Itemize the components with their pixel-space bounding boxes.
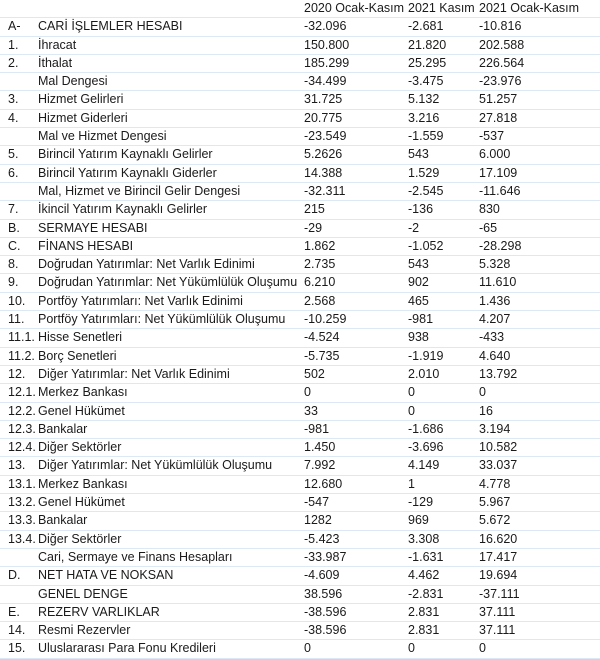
row-label: Hisse Senetleri [38,329,304,347]
row-value-2020-ocak-kasim: 20.775 [304,109,408,127]
row-value-2021-ocak-kasim: 5.328 [479,256,600,274]
table-row [0,146,600,164]
row-label: Cari, Sermaye ve Finans Hesapları [38,548,304,566]
row-value-2021-kasim: 902 [408,274,479,292]
row-value-2020-ocak-kasim: -38.596 [304,622,408,640]
row-value-2021-kasim: 0 [408,384,479,402]
row-value-2020-ocak-kasim: -5.735 [304,347,408,365]
row-code: 8. [0,256,38,274]
row-label: REZERV VARLIKLAR [38,603,304,621]
table-row [0,128,600,146]
row-value-2021-ocak-kasim: 5.672 [479,512,600,530]
header-label-spacer [38,0,304,18]
row-value-2021-kasim: 0 [408,640,479,658]
row-code: 12.2. [0,402,38,420]
table-row [0,347,600,365]
table-row [0,548,600,566]
row-value-2021-ocak-kasim: 17.109 [479,164,600,182]
row-value-2020-ocak-kasim: 185.299 [304,54,408,72]
row-label: Resmi Rezervler [38,622,304,640]
row-code: 13.1. [0,475,38,493]
row-code: 3. [0,91,38,109]
row-value-2020-ocak-kasim: 5.2626 [304,146,408,164]
row-value-2020-ocak-kasim: -29 [304,219,408,237]
row-value-2021-ocak-kasim: 4.207 [479,311,600,329]
row-value-2021-kasim: -1.631 [408,548,479,566]
row-value-2021-kasim: 1.529 [408,164,479,182]
row-value-2020-ocak-kasim: -547 [304,494,408,512]
row-value-2021-ocak-kasim: 16.620 [479,530,600,548]
row-code: 13.2. [0,494,38,512]
row-value-2021-kasim: -981 [408,311,479,329]
row-value-2020-ocak-kasim: 31.725 [304,91,408,109]
row-value-2020-ocak-kasim: 1.862 [304,237,408,255]
table-row [0,457,600,475]
row-value-2021-kasim: 1 [408,475,479,493]
row-value-2021-ocak-kasim: 0 [479,640,600,658]
row-value-2020-ocak-kasim: -4.524 [304,329,408,347]
row-code: 9. [0,274,38,292]
row-code: 12.4. [0,439,38,457]
row-label: Diğer Yatırımlar: Net Yükümlülük Oluşumu [38,457,304,475]
row-value-2021-ocak-kasim: 4.640 [479,347,600,365]
row-value-2020-ocak-kasim: 38.596 [304,585,408,603]
row-value-2021-kasim: -129 [408,494,479,512]
row-label: Merkez Bankası [38,475,304,493]
row-value-2021-kasim: 938 [408,329,479,347]
table-row [0,54,600,72]
row-value-2021-ocak-kasim: 830 [479,201,600,219]
row-code: E. [0,603,38,621]
row-value-2021-kasim: 969 [408,512,479,530]
table-header-row [0,0,600,18]
table-row [0,329,600,347]
row-code: 11.1. [0,329,38,347]
table-row [0,201,600,219]
row-label: Portföy Yatırımları: Net Varlık Edinimi [38,292,304,310]
row-value-2021-kasim: -2.831 [408,585,479,603]
table-row [0,274,600,292]
row-value-2021-kasim: 3.308 [408,530,479,548]
row-label: CARİ İŞLEMLER HESABI [38,18,304,36]
row-value-2020-ocak-kasim: 14.388 [304,164,408,182]
row-value-2020-ocak-kasim: 2.568 [304,292,408,310]
row-value-2021-kasim: -1.919 [408,347,479,365]
row-label: Doğrudan Yatırımlar: Net Yükümlülük Oluşumu [38,274,304,292]
row-value-2021-kasim: 4.462 [408,567,479,585]
row-value-2020-ocak-kasim: -981 [304,420,408,438]
row-value-2021-ocak-kasim: 27.818 [479,109,600,127]
row-value-2021-kasim: 2.010 [408,365,479,383]
row-value-2021-ocak-kasim: -10.816 [479,18,600,36]
row-value-2020-ocak-kasim: 0 [304,384,408,402]
row-value-2021-kasim: -2.545 [408,182,479,200]
row-value-2021-ocak-kasim: 3.194 [479,420,600,438]
row-value-2021-ocak-kasim: 33.037 [479,457,600,475]
row-code: 2. [0,54,38,72]
row-code: 5. [0,146,38,164]
table-row [0,475,600,493]
row-value-2021-kasim: 2.831 [408,603,479,621]
row-value-2021-kasim: 0 [408,402,479,420]
table-row [0,512,600,530]
row-label: Mal ve Hizmet Dengesi [38,128,304,146]
row-value-2021-ocak-kasim: 0 [479,384,600,402]
table-row [0,36,600,54]
table-row [0,109,600,127]
table-row [0,365,600,383]
row-code [0,73,38,91]
table-row [0,640,600,658]
row-label: NET HATA VE NOKSAN [38,567,304,585]
row-value-2021-kasim: 465 [408,292,479,310]
row-value-2020-ocak-kasim: -5.423 [304,530,408,548]
row-code [0,128,38,146]
row-code: B. [0,219,38,237]
row-value-2021-ocak-kasim: 19.694 [479,567,600,585]
row-label: FİNANS HESABI [38,237,304,255]
row-value-2020-ocak-kasim: 502 [304,365,408,383]
row-value-2020-ocak-kasim: -23.549 [304,128,408,146]
row-value-2021-ocak-kasim: 6.000 [479,146,600,164]
table-row [0,182,600,200]
row-value-2021-ocak-kasim: -37.111 [479,585,600,603]
row-label: Uluslararası Para Fonu Kredileri [38,640,304,658]
row-label: Bankalar [38,420,304,438]
row-value-2021-ocak-kasim: -11.646 [479,182,600,200]
row-value-2020-ocak-kasim: -34.499 [304,73,408,91]
row-value-2020-ocak-kasim: 2.735 [304,256,408,274]
table-row [0,256,600,274]
row-label: Genel Hükümet [38,494,304,512]
row-value-2021-kasim: 2.831 [408,622,479,640]
row-value-2020-ocak-kasim: -32.096 [304,18,408,36]
row-code: A- [0,18,38,36]
row-code: 10. [0,292,38,310]
row-label: Birincil Yatırım Kaynaklı Giderler [38,164,304,182]
row-code: 11.2. [0,347,38,365]
table-row [0,219,600,237]
row-value-2021-ocak-kasim: -28.298 [479,237,600,255]
row-code: 13.3. [0,512,38,530]
row-value-2021-kasim: 25.295 [408,54,479,72]
row-label: Bankalar [38,512,304,530]
row-value-2021-kasim: -136 [408,201,479,219]
row-value-2020-ocak-kasim: -10.259 [304,311,408,329]
row-label: Diğer Yatırımlar: Net Varlık Edinimi [38,365,304,383]
table-row [0,530,600,548]
table-row [0,91,600,109]
row-value-2021-ocak-kasim: 11.610 [479,274,600,292]
row-value-2021-kasim: 543 [408,256,479,274]
row-value-2020-ocak-kasim: -4.609 [304,567,408,585]
row-value-2021-ocak-kasim: 51.257 [479,91,600,109]
row-code: 4. [0,109,38,127]
row-value-2021-kasim: -2 [408,219,479,237]
row-value-2020-ocak-kasim: 215 [304,201,408,219]
row-code: 11. [0,311,38,329]
row-value-2021-ocak-kasim: 5.967 [479,494,600,512]
table-row [0,567,600,585]
row-label: GENEL DENGE [38,585,304,603]
row-code: 12.3. [0,420,38,438]
row-code: 14. [0,622,38,640]
row-code: 12.1. [0,384,38,402]
row-value-2021-ocak-kasim: -65 [479,219,600,237]
table-row [0,73,600,91]
row-label: İkincil Yatırım Kaynaklı Gelirler [38,201,304,219]
row-value-2021-ocak-kasim: 202.588 [479,36,600,54]
row-value-2021-kasim: -2.681 [408,18,479,36]
column-header-2021-kasim: 2021 Kasım [408,0,479,18]
row-label: Birincil Yatırım Kaynaklı Gelirler [38,146,304,164]
row-label: Doğrudan Yatırımlar: Net Varlık Edinimi [38,256,304,274]
row-label: SERMAYE HESABI [38,219,304,237]
row-value-2021-ocak-kasim: 1.436 [479,292,600,310]
row-code [0,585,38,603]
row-value-2020-ocak-kasim: 150.800 [304,36,408,54]
row-label: Mal, Hizmet ve Birincil Gelir Dengesi [38,182,304,200]
row-value-2020-ocak-kasim: 7.992 [304,457,408,475]
row-value-2021-kasim: -1.686 [408,420,479,438]
row-value-2021-kasim: -1.052 [408,237,479,255]
column-header-2020-ocak-kasim: 2020 Ocak-Kasım [304,0,408,18]
row-code: D. [0,567,38,585]
table-body [0,18,600,658]
header-code-spacer [0,0,38,18]
table-row [0,164,600,182]
row-value-2021-ocak-kasim: 226.564 [479,54,600,72]
column-header-2021-ocak-kasim: 2021 Ocak-Kasım [479,0,600,18]
row-label: Borç Senetleri [38,347,304,365]
row-value-2021-kasim: 3.216 [408,109,479,127]
row-value-2021-kasim: 5.132 [408,91,479,109]
row-value-2020-ocak-kasim: 1.450 [304,439,408,457]
row-value-2021-kasim: -3.475 [408,73,479,91]
row-code: 7. [0,201,38,219]
row-value-2021-ocak-kasim: 37.111 [479,603,600,621]
table-row [0,439,600,457]
row-code [0,548,38,566]
row-value-2021-ocak-kasim: -537 [479,128,600,146]
row-value-2021-ocak-kasim: -433 [479,329,600,347]
row-value-2021-kasim: -3.696 [408,439,479,457]
row-value-2020-ocak-kasim: -38.596 [304,603,408,621]
row-value-2020-ocak-kasim: 0 [304,640,408,658]
table-row [0,292,600,310]
row-label: Portföy Yatırımları: Net Yükümlülük Oluşumu [38,311,304,329]
row-code: 13.4. [0,530,38,548]
row-value-2020-ocak-kasim: -33.987 [304,548,408,566]
row-value-2021-ocak-kasim: -23.976 [479,73,600,91]
row-value-2021-kasim: 543 [408,146,479,164]
row-label: Hizmet Giderleri [38,109,304,127]
table-row [0,420,600,438]
row-value-2020-ocak-kasim: 33 [304,402,408,420]
table-row [0,384,600,402]
row-value-2021-ocak-kasim: 13.792 [479,365,600,383]
row-code: 1. [0,36,38,54]
row-value-2021-ocak-kasim: 17.417 [479,548,600,566]
row-label: Mal Dengesi [38,73,304,91]
row-code: 13. [0,457,38,475]
row-label: Diğer Sektörler [38,439,304,457]
table-row [0,494,600,512]
row-value-2020-ocak-kasim: -32.311 [304,182,408,200]
row-code: C. [0,237,38,255]
table-row [0,237,600,255]
row-value-2021-ocak-kasim: 37.111 [479,622,600,640]
row-label: Genel Hükümet [38,402,304,420]
row-code: 12. [0,365,38,383]
row-label: İthalat [38,54,304,72]
row-label: Merkez Bankası [38,384,304,402]
row-label: İhracat [38,36,304,54]
table-row [0,402,600,420]
row-label: Diğer Sektörler [38,530,304,548]
row-value-2021-kasim: 4.149 [408,457,479,475]
table-row [0,603,600,621]
table-row [0,622,600,640]
table-row [0,585,600,603]
row-code: 6. [0,164,38,182]
row-value-2021-kasim: 21.820 [408,36,479,54]
row-label: Hizmet Gelirleri [38,91,304,109]
row-value-2021-ocak-kasim: 16 [479,402,600,420]
row-value-2021-kasim: -1.559 [408,128,479,146]
row-value-2020-ocak-kasim: 12.680 [304,475,408,493]
table-row [0,18,600,36]
row-value-2021-ocak-kasim: 10.582 [479,439,600,457]
row-value-2021-ocak-kasim: 4.778 [479,475,600,493]
table-row [0,311,600,329]
row-code: 15. [0,640,38,658]
row-code [0,182,38,200]
row-value-2020-ocak-kasim: 6.210 [304,274,408,292]
row-value-2020-ocak-kasim: 1282 [304,512,408,530]
